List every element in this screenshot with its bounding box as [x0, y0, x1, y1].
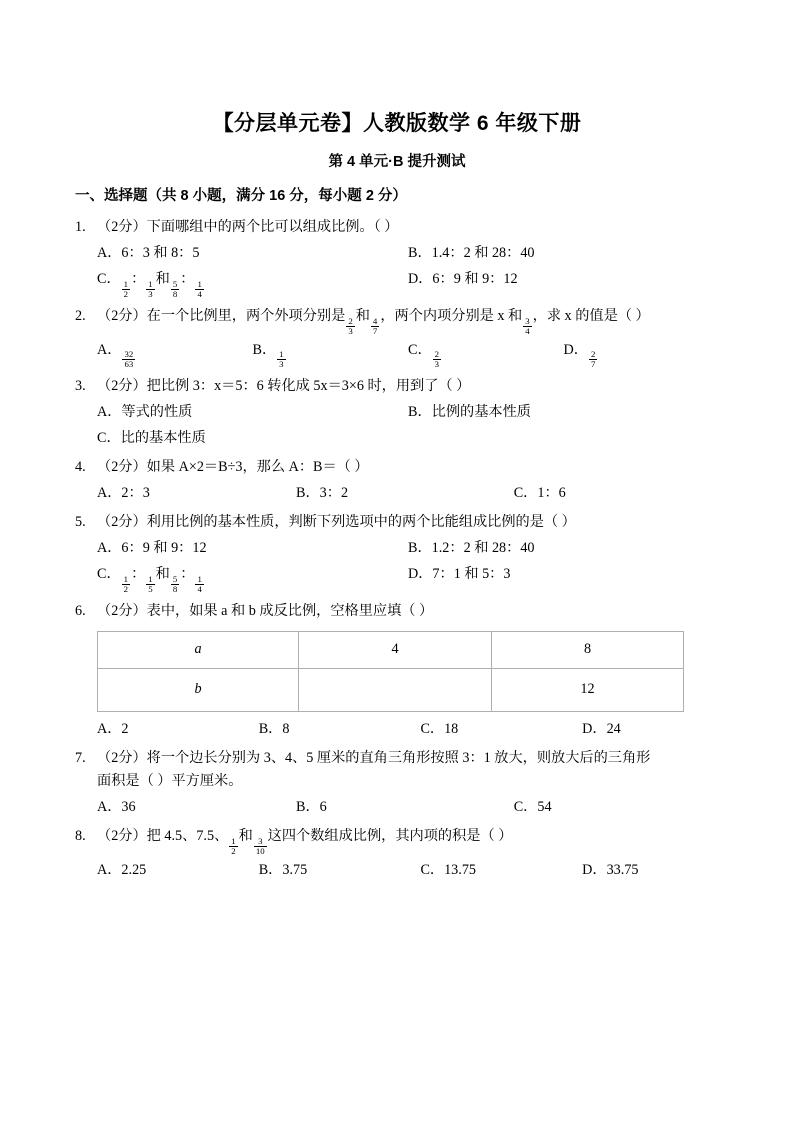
question-2 [75, 305, 719, 369]
question-2-text-part-2: ，两个内项分别是 x 和 [380, 308, 523, 325]
option-c-prefix-2: C． [408, 341, 432, 358]
question-4-options-row [75, 482, 719, 505]
question-4-option-c[interactable]: C．1：6 [513, 485, 566, 502]
question-1-text: 下面哪组中的两个比可以组成比例。（ ） [146, 219, 399, 236]
question-7-options-row [75, 796, 719, 819]
question-8-option-d[interactable]: D．33.75 [582, 861, 639, 878]
question-7-stem-line-2 [75, 770, 719, 793]
table-cell-b-value-blank[interactable] [299, 668, 492, 711]
question-1-option-d[interactable]: D．6：9 和 9：12 [408, 271, 518, 288]
question-7-option-a[interactable]: A．36 [97, 798, 136, 815]
table-cell-b-label: b [98, 668, 299, 711]
question-1-option-b[interactable]: B．1.4：2 和 28：40 [408, 245, 535, 262]
question-5-option-c[interactable] [97, 563, 408, 594]
question-6-stem [75, 600, 719, 623]
fraction-three-quarters: $\frac{3}{4}$ [525, 315, 530, 336]
question-2-number: 2. [75, 308, 86, 325]
ratio-colon-4: ： [180, 566, 195, 583]
question-2-score: （2分） [97, 308, 147, 325]
question-1-options-row-2 [75, 268, 719, 299]
question-5-options-row-1 [75, 537, 719, 560]
question-8-option-b[interactable]: B．3.75 [258, 861, 308, 878]
fraction-2-3: $\frac{2}{3}$ [434, 349, 440, 370]
question-3-number: 3. [75, 378, 86, 395]
question-8-options-row [75, 859, 719, 882]
question-3-option-a[interactable]: A．等式的性质 [97, 404, 193, 421]
option-a-prefix: A． [97, 341, 122, 358]
question-3-stem [75, 375, 719, 398]
document-title: 【分层单元卷】人教版数学 6 年级下册 [212, 112, 582, 135]
question-7-text-line-2: 面积是（ ）平方厘米。 [97, 772, 243, 789]
question-4-option-b[interactable]: B．3：2 [296, 485, 349, 502]
question-4-text: 如果 A×2＝B÷3，那么 A：B＝（ ） [146, 459, 369, 476]
and-char-2: 和 [355, 308, 370, 325]
question-4-score: （2分） [97, 459, 147, 476]
question-7 [75, 747, 719, 819]
table-cell-a-value-1: 4 [299, 631, 492, 668]
table-cell-b-value-2: 12 [492, 668, 684, 711]
question-7-number: 7. [75, 749, 86, 766]
question-5-score: （2分） [97, 514, 147, 531]
question-1-options-row-1 [75, 242, 719, 265]
table-cell-a-value-2: 8 [492, 631, 684, 668]
fraction-one-half-2: $\frac{1}{2}$ [123, 574, 129, 594]
question-1-option-a[interactable]: A．6：3 和 8：5 [97, 245, 200, 262]
question-8 [75, 825, 719, 882]
fraction-one-half: $\frac{1}{2}$ [123, 279, 129, 300]
fraction-1-3: $\frac{1}{3}$ [279, 349, 284, 370]
and-char-1: 和 [155, 271, 170, 288]
question-6-option-a[interactable]: A．2 [97, 720, 129, 737]
question-1-stem [75, 216, 719, 239]
ratio-colon-3: ： [131, 566, 146, 583]
question-4-number: 4. [75, 459, 86, 476]
question-6-number: 6. [75, 602, 86, 619]
question-5-option-d[interactable]: D．7：1 和 5：3 [408, 566, 511, 583]
question-5-options-row-2 [75, 563, 719, 594]
question-2-options-row [75, 339, 719, 370]
fraction-one-half-3: $\frac{1}{2}$ [231, 835, 236, 856]
question-5-text: 利用比例的基本性质，判断下列选项中的两个比能组成比例的是（ ） [146, 514, 576, 531]
fraction-2-7: $\frac{2}{7}$ [590, 349, 596, 370]
question-6-table [97, 631, 684, 712]
table-row [98, 631, 684, 668]
question-2-option-a[interactable] [97, 339, 253, 370]
question-8-score: （2分） [97, 827, 147, 844]
question-8-number: 8. [75, 827, 86, 844]
question-6-option-c[interactable]: C．18 [420, 720, 459, 737]
question-3-score: （2分） [97, 378, 147, 395]
fraction-one-fifth: $\frac{1}{5}$ [148, 574, 153, 594]
question-5-number: 5. [75, 514, 86, 531]
and-char-4: 和 [238, 827, 253, 844]
question-2-stem [75, 305, 719, 336]
table-cell-a-label: a [98, 631, 299, 668]
question-8-stem [75, 825, 719, 856]
ratio-colon-1: ： [131, 271, 146, 288]
question-4-option-a[interactable]: A．2：3 [97, 485, 150, 502]
question-8-text-part-2: 这四个数组成比例，其内项的积是（ ） [267, 827, 513, 844]
question-7-option-b[interactable]: B．6 [296, 798, 327, 815]
option-c-prefix-5: C． [97, 566, 121, 583]
question-2-text-part-3: ，求 x 的值是（ ） [532, 308, 650, 325]
fraction-five-eighths-2: $\frac{5}{8}$ [172, 574, 178, 594]
question-6-options-row [75, 718, 719, 741]
question-3-option-c[interactable]: C．比的基本性质 [97, 430, 206, 447]
document-subtitle: 第 4 单元·B 提升测试 [328, 154, 466, 171]
option-c-prefix: C． [97, 271, 121, 288]
question-6-option-b[interactable]: B．8 [258, 720, 290, 737]
question-3-text: 把比例 3：x＝5：6 转化成 5x＝3×6 时，用到了（ ） [146, 378, 471, 395]
question-7-text-line-1: 将一个边长分别为 3、4、5 厘米的直角三角形按照 3：1 放大，则放大后的三角形 [146, 749, 651, 766]
question-2-option-c[interactable] [408, 339, 564, 370]
question-5-option-b[interactable]: B．1.2：2 和 28：40 [408, 540, 535, 557]
question-8-text-part-1: 把 4.5、7.5、 [146, 827, 229, 844]
ratio-colon-2: ： [180, 271, 195, 288]
question-3-options-row-1 [75, 401, 719, 424]
question-2-option-d[interactable] [564, 339, 720, 370]
question-4 [75, 456, 719, 505]
page-content [75, 110, 719, 888]
option-b-prefix: B． [252, 341, 277, 358]
fraction-four-sevenths: $\frac{4}{7}$ [372, 315, 378, 336]
question-5-stem [75, 511, 719, 534]
fraction-one-quarter-2: $\frac{1}{4}$ [197, 574, 202, 594]
question-6 [75, 600, 719, 741]
question-1-number: 1. [75, 219, 86, 236]
fraction-two-thirds: $\frac{2}{3}$ [348, 315, 353, 336]
and-char-3: 和 [155, 566, 170, 583]
fraction-three-tenths: $\frac{3}{10}$ [255, 835, 265, 856]
question-7-stem [75, 747, 719, 770]
question-6-text: 表中，如果 a 和 b 成反比例，空格里应填（ ） [146, 602, 434, 619]
question-5 [75, 511, 719, 594]
question-1-option-c[interactable] [97, 268, 408, 299]
option-d-prefix: D． [563, 341, 588, 358]
question-2-option-b[interactable] [253, 339, 409, 370]
question-2-text-part-1: 在一个比例里，两个外项分别是 [146, 308, 346, 325]
question-3 [75, 375, 719, 450]
fraction-one-third: $\frac{1}{3}$ [148, 279, 153, 300]
fraction-one-quarter: $\frac{1}{4}$ [197, 279, 202, 300]
question-1-score: （2分） [97, 219, 147, 236]
section-heading-choice: 一、选择题（共 8 小题，满分 16 分，每小题 2 分） [75, 188, 407, 205]
question-1 [75, 216, 719, 299]
question-7-option-c[interactable]: C．54 [513, 798, 552, 815]
question-5-option-a[interactable]: A．6：9 和 9：12 [97, 540, 207, 557]
question-7-score: （2分） [97, 749, 147, 766]
table-row [98, 668, 684, 711]
question-6-option-d[interactable]: D．24 [582, 720, 621, 737]
question-4-stem [75, 456, 719, 479]
question-8-option-a[interactable]: A．2.25 [97, 861, 147, 878]
fraction-32-63: $\frac{32}{63}$ [124, 349, 134, 370]
question-8-option-c[interactable]: C．13.75 [420, 861, 477, 878]
question-3-options-row-2 [75, 427, 719, 450]
question-3-option-b[interactable]: B．比例的基本性质 [408, 404, 531, 421]
fraction-five-eighths: $\frac{5}{8}$ [172, 279, 178, 300]
question-6-score: （2分） [97, 602, 147, 619]
